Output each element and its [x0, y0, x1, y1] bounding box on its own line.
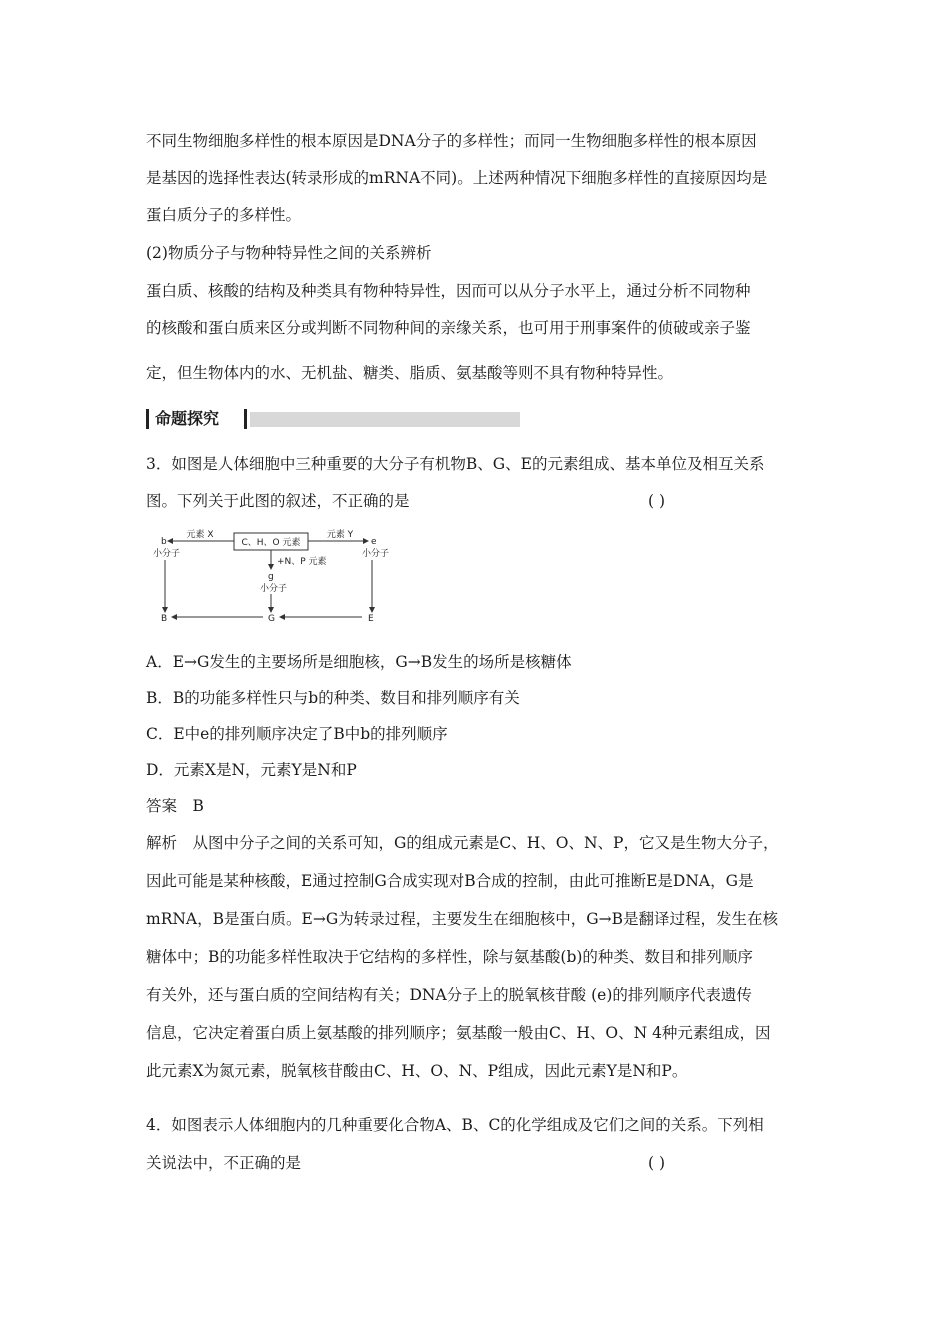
section-header	[146, 408, 520, 430]
option-c: C．E中e的排列顺序决定了B中b的排列顺序	[146, 725, 448, 743]
answer: 答案 B	[146, 797, 204, 815]
answer-blank: ( )	[648, 492, 666, 510]
text-line: 的核酸和蛋白质来区分或判断不同物种间的亲缘关系，也可用于刑事案件的侦破或亲子鉴	[146, 319, 751, 337]
node-B: B	[161, 614, 168, 624]
node-e-small: 小分子	[362, 549, 390, 559]
question-3-stem: 图。下列关于此图的叙述，不正确的是	[146, 492, 410, 510]
molecule-relation-diagram	[150, 522, 410, 632]
left-arrow-label: 元素 X	[186, 530, 214, 540]
subheading: (2)物质分子与物种特异性之间的关系辨析	[146, 244, 432, 262]
node-E: E	[368, 614, 374, 624]
analysis-line: 有关外，还与蛋白质的空间结构有关；DNA分子上的脱氧核苷酸 (e)的排列顺序代表遗传	[146, 986, 752, 1004]
answer-blank: ( )	[648, 1154, 666, 1172]
analysis-line: 解析 从图中分子之间的关系可知，G的组成元素是C、H、O、N、P，它又是生物大分子，	[146, 834, 779, 852]
section-bar-right	[244, 409, 247, 429]
analysis-line: 此元素X为氮元素，脱氧核苷酸由C、H、O、N、P组成，因此元素Y是N和P。	[146, 1062, 688, 1080]
analysis-line: 因此可能是某种核酸，E通过控制G合成实现对B合成的控制，由此可推断E是DNA，G是	[146, 872, 754, 890]
analysis-line: mRNA，B是蛋白质。E→G为转录过程，主要发生在细胞核中，G→B是翻译过程，发生在核	[146, 910, 778, 928]
section-title: 命题探究	[155, 409, 220, 428]
text-line: 不同生物细胞多样性的根本原因是DNA分子的多样性；而同一生物细胞多样性的根本原因	[146, 132, 757, 150]
node-G: G	[268, 614, 275, 624]
question-3-stem: 3．如图是人体细胞中三种重要的大分子有机物B、G、E的元素组成、基本单位及相互关系	[146, 455, 765, 473]
option-d: D．元素X是N，元素Y是N和P	[146, 761, 357, 779]
question-4-stem: 4．如图表示人体细胞内的几种重要化合物A、B、C的化学组成及它们之间的关系。下列相	[146, 1116, 764, 1134]
text-line: 蛋白质分子的多样性。	[146, 206, 302, 224]
option-a: A．E→G发生的主要场所是细胞核，G→B发生的场所是核糖体	[146, 653, 572, 671]
right-arrow-label: 元素 Y	[326, 530, 354, 540]
node-g-small: 小分子	[260, 584, 288, 594]
analysis-line: 糖体中；B的功能多样性取决于它结构的多样性，除与氨基酸(b)的种类、数目和排列顺序	[146, 948, 753, 966]
node-b: b	[161, 537, 167, 547]
analysis-line: 信息，它决定着蛋白质上氨基酸的排列顺序；氨基酸一般由C、H、O、N 4种元素组成，因	[146, 1024, 771, 1042]
section-bar-left	[146, 409, 149, 429]
question-4-stem: 关说法中，不正确的是	[146, 1154, 302, 1172]
node-e: e	[371, 537, 377, 547]
center-box-label: C、H、O 元素	[241, 538, 301, 548]
option-b: B．B的功能多样性只与b的种类、数目和排列顺序有关	[146, 689, 520, 707]
text-line: 定，但生物体内的水、无机盐、糖类、脂质、氨基酸等则不具有物种特异性。	[146, 364, 674, 382]
node-b-small: 小分子	[153, 549, 181, 559]
text-line: 是基因的选择性表达(转录形成的mRNA不同)。上述两种情况下细胞多样性的直接原因均是	[146, 169, 768, 187]
node-g: g	[268, 572, 274, 582]
section-fill-bar	[250, 412, 520, 427]
down-arrow-label: +N、P 元素	[277, 557, 327, 567]
text-line: 蛋白质、核酸的结构及种类具有物种特异性，因而可以从分子水平上，通过分析不同物种	[146, 282, 751, 300]
